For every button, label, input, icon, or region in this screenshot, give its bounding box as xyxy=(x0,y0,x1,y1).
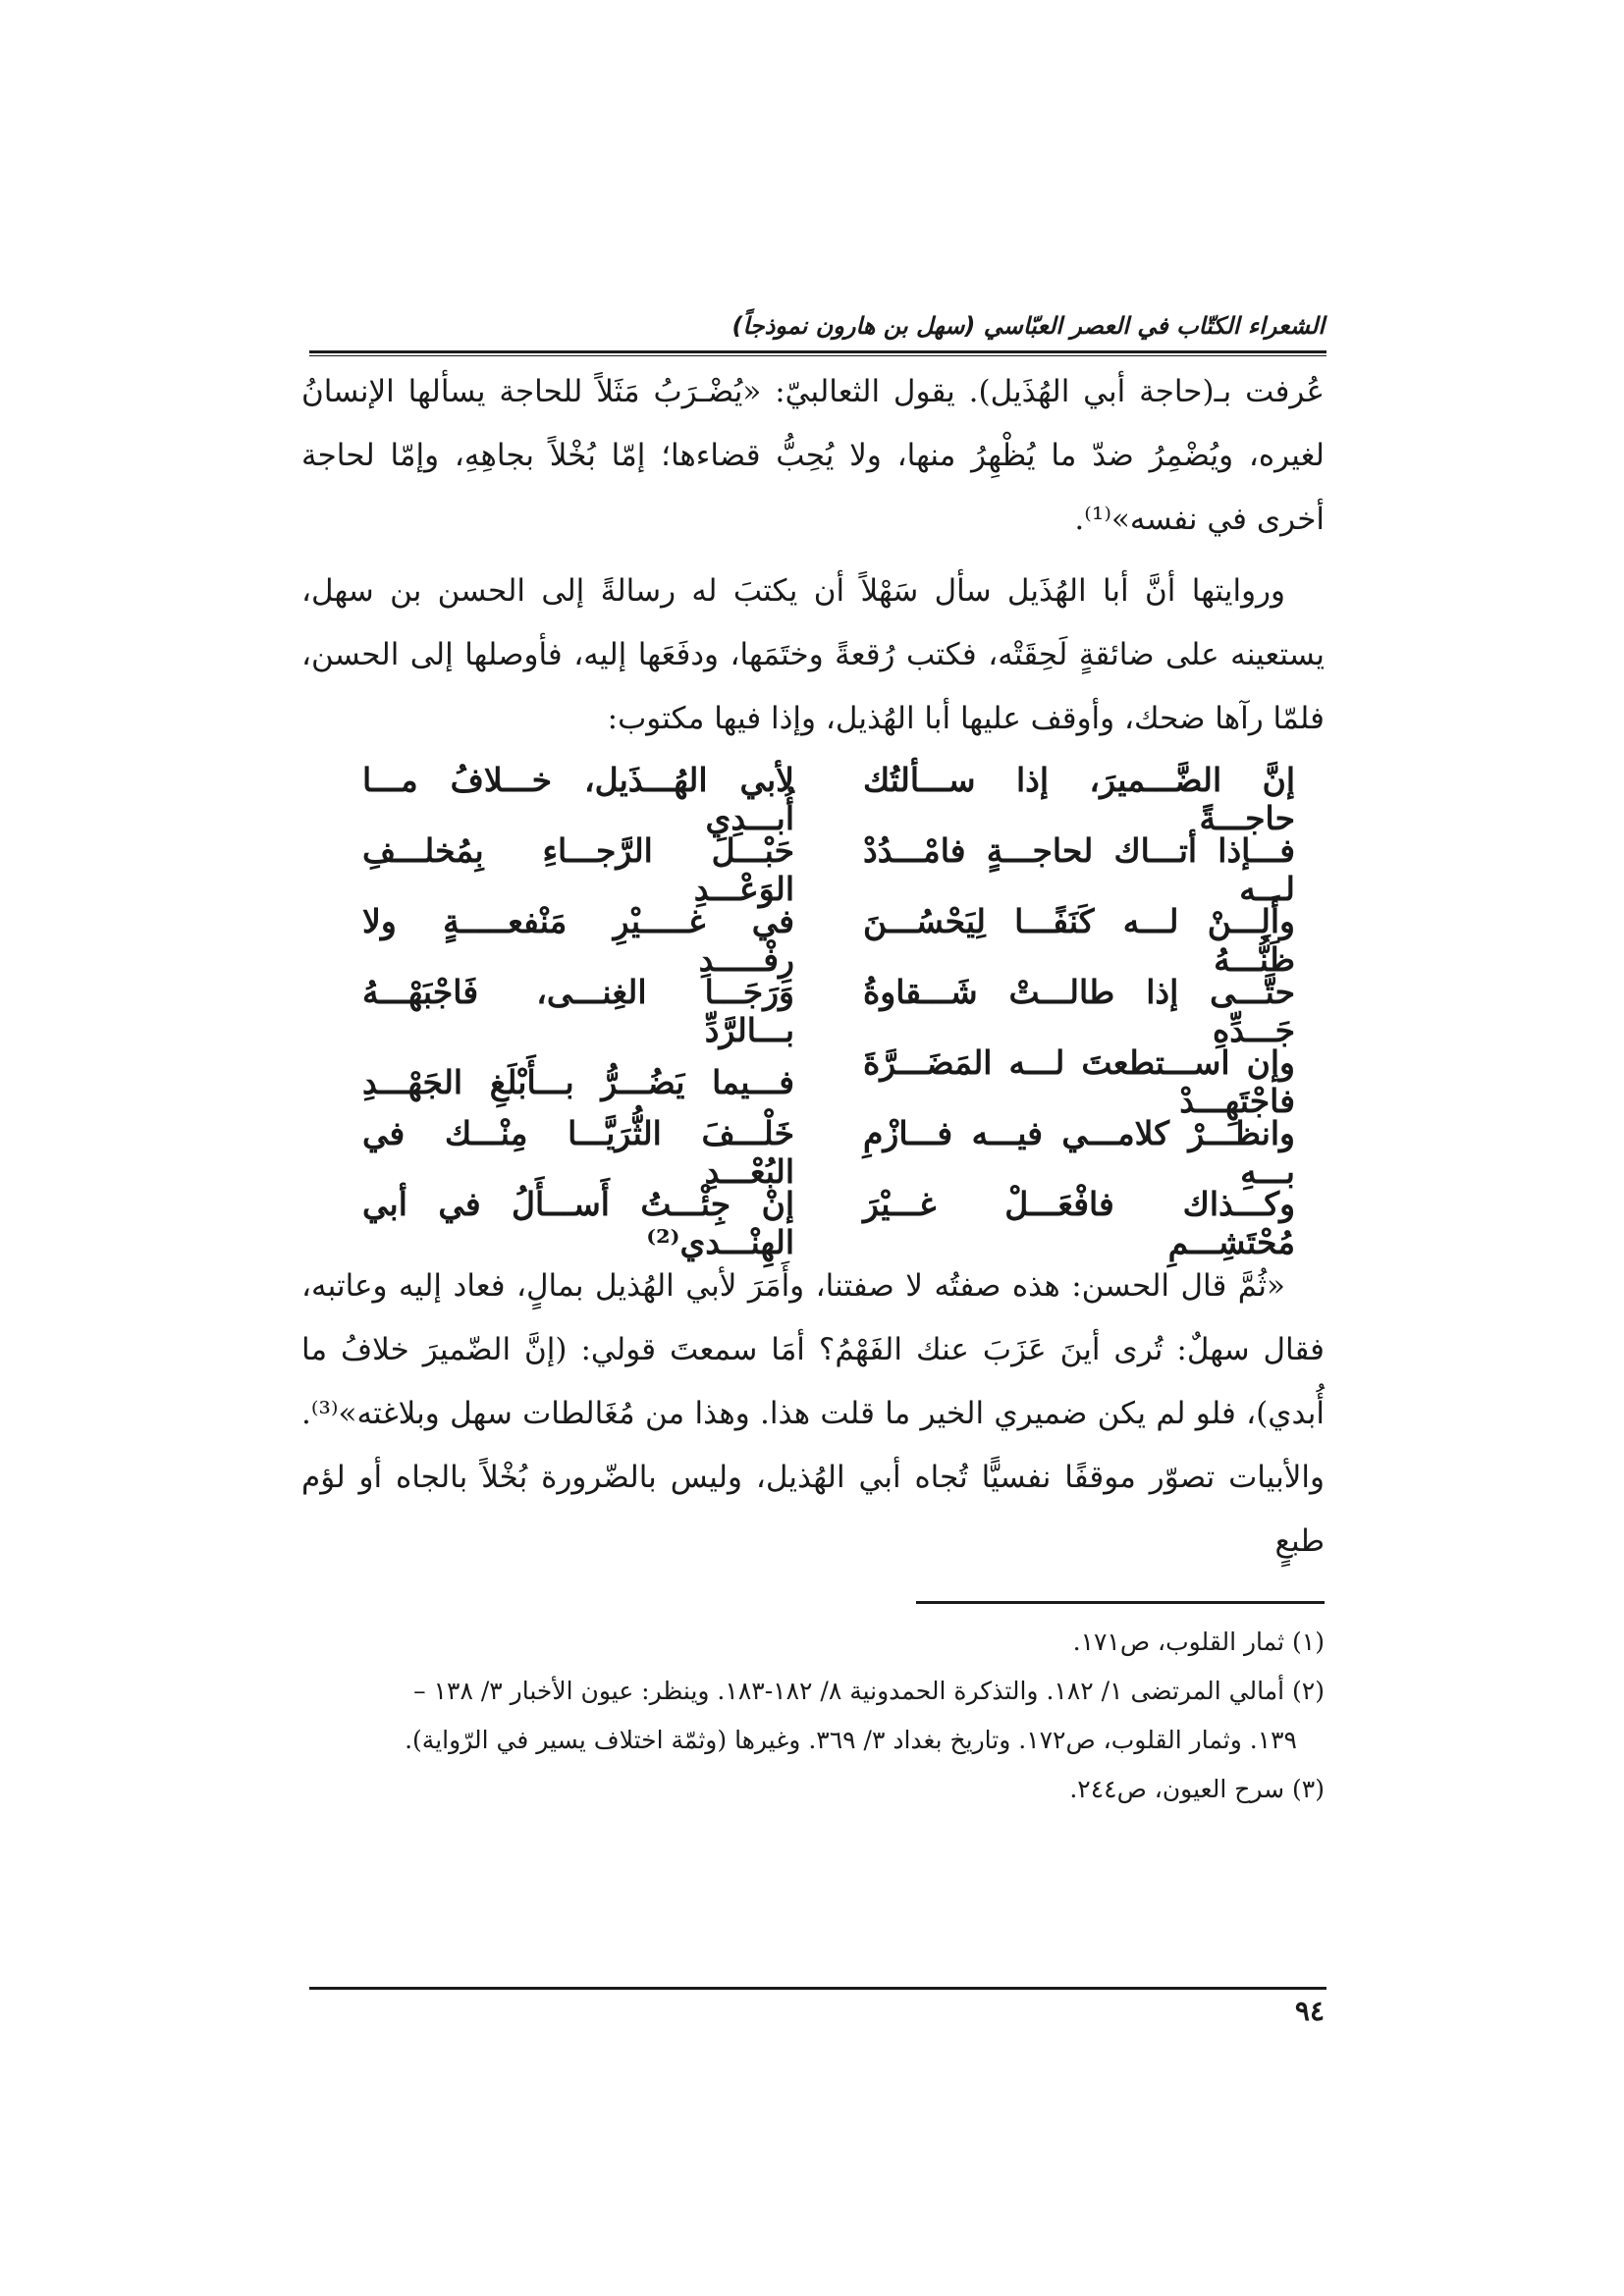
footnote-3: (٣) سرح العيون، ص٢٤٤. xyxy=(1069,1775,1325,1803)
poem-verse xyxy=(301,973,1325,1049)
verse-second-hemistich: إنْ جِئْـــتُ أَســـأَلُ في أبي الهِنْـــدي⁽²⁾ xyxy=(362,1185,794,1261)
poem-verse xyxy=(301,902,1325,979)
verse-first-hemistich: وانظـــرْ كلامـــي فيـــه فـــازْمِ بـــهِ xyxy=(863,1114,1295,1191)
verse-second-hemistich: فـــيما يَضُـــرُّ بـــأَبْلَغِ الجَهْـــدِ xyxy=(362,1062,794,1101)
poem-block xyxy=(301,761,1325,1261)
verse-first-hemistich: وكـــذاك فافْعَـــلْ غـــيْرَ مُحْتَشِـــمِ xyxy=(863,1185,1295,1261)
verse-first-hemistich: وأَلِـــنْ لـــه كَنَفًـــا لِيَحْسُـــنَ ظَنُّـــهُ xyxy=(863,902,1295,979)
header-divider xyxy=(309,350,1326,356)
footnote-1: (١) ثمار القلوب، ص١٧١. xyxy=(1072,1628,1325,1656)
verse-second-hemistich: لأبي الهُـــذَيل، خـــلافُ مـــا أُبـــدِي xyxy=(362,761,794,837)
poem-verse xyxy=(301,1114,1325,1191)
verse-first-hemistich: إنَّ الضَّـــميرَ، إذا ســـألتُك حاجـــةً xyxy=(863,761,1295,837)
footnote-2-line-2: ١٣٩. وثمار القلوب، ص١٧٢. وتاريخ بغداد ٣/ ٣٦٩. وغيرها (وثمّة اختلاف يسير في الرّواية). xyxy=(405,1726,1297,1754)
poem-verse xyxy=(301,1185,1325,1261)
verse-second-hemistich: حَبْـــلَ الرَّجـــاءِ بِمُخلـــفِ الوَعْـــدِ xyxy=(362,831,794,908)
paragraph-2: وروايتها أنَّ أبا الهُذَيل سأل سَهْلاً أن يكتبَ له رسالةً إلى الحسن بن سهل، يستعينه على ضائقةٍ لَحِقَتْه، فكتب رُقعةً وختَمَها، ودفَعَها إليه، فأوصلها إلى الحسن، فلمّا رآها ضحك، وأوقف عليها أبا الهُذيل، وإذا فيها مكتوب: xyxy=(301,573,1325,736)
footnote-divider xyxy=(916,1601,1325,1604)
paragraph-1: عُرفت بـ(حاجة أبي الهُذَيل). يقول الثعالبيّ: «يُضْـرَبُ مَثَلاً للحاجة يسألها الإنسانُ لغيره، ويُضْمِرُ ضدّ ما يُظْهِرُ منها، ولا يُحِبُّ قضاءها؛ إمّا بُخْلاً بجاهِهِ، وإمّا لحاجة أخرى في نفسه»⁽¹⁾. xyxy=(301,374,1325,537)
verse-second-hemistich: وَرَجَـــا الغِنـــى، فَاجْبَهْـــهُ بـــالرَّدِّ xyxy=(362,973,794,1049)
verse-second-hemistich: خَلْـــفَ الثُّرَيَّـــا مِنْـــك في البُعْـــدِ xyxy=(362,1114,794,1191)
verse-first-hemistich: وإن اســـتطعتَ لـــه المَضَـــرَّةَ فاجْتَهِـــدْ xyxy=(863,1043,1295,1120)
footnotes xyxy=(301,1618,1325,1814)
footnote-2 xyxy=(301,1667,1325,1765)
poem-verse xyxy=(301,761,1325,837)
paragraph-3: «ثُمَّ قال الحسن: هذه صفتُه لا صفتنا، وأَمَرَ لأبي الهُذيل بمالٍ، فعاد إليه وعاتبه، فقال سهلٌ: تُرى أينَ عَزَبَ عنك الفَهْمُ؟ أمَا سمعتَ قولي: (إنَّ الضّميرَ خلافُ ما أُبدي)، فلو لم يكن ضميري الخير ما قلت هذا. وهذا من مُغَالطات سهل وبلاغته»⁽³⁾. والأبيات تصوّر موقفًا نفسيًّا تُجاه أبي الهُذيل، وليس بالضّرورة بُخْلاً بالجاه أو لؤم طبعٍ xyxy=(301,1268,1325,1559)
footer-divider xyxy=(309,1987,1326,1990)
running-header-title: الشعراء الكتّاب في العصر العبّاسي (سهل بن هارون نموذجاً) xyxy=(731,312,1325,340)
verse-first-hemistich: فـــإذا أتـــاك لحاجـــةٍ فامْـــدُدْ لـــه xyxy=(863,831,1295,908)
verse-first-hemistich: حتَّـــى إذا طالـــتْ شَـــقاوةُ جَـــدِّهِ xyxy=(863,973,1295,1049)
verse-second-hemistich: في غـــــيْرِ مَنْفعـــــةٍ ولا رِفْـــــدِ xyxy=(362,902,794,979)
page-number: ٩٤ xyxy=(1294,1995,1325,2027)
poem-verse xyxy=(301,1043,1325,1120)
poem-verse xyxy=(301,831,1325,908)
footnote-2-line-1: (٢) أمالي المرتضى ١/ ١٨٢. والتذكرة الحمدونية ٨/ ١٨٢-١٨٣. وينظر: عيون الأخبار ٣/ ١٣٨ – xyxy=(413,1677,1325,1705)
